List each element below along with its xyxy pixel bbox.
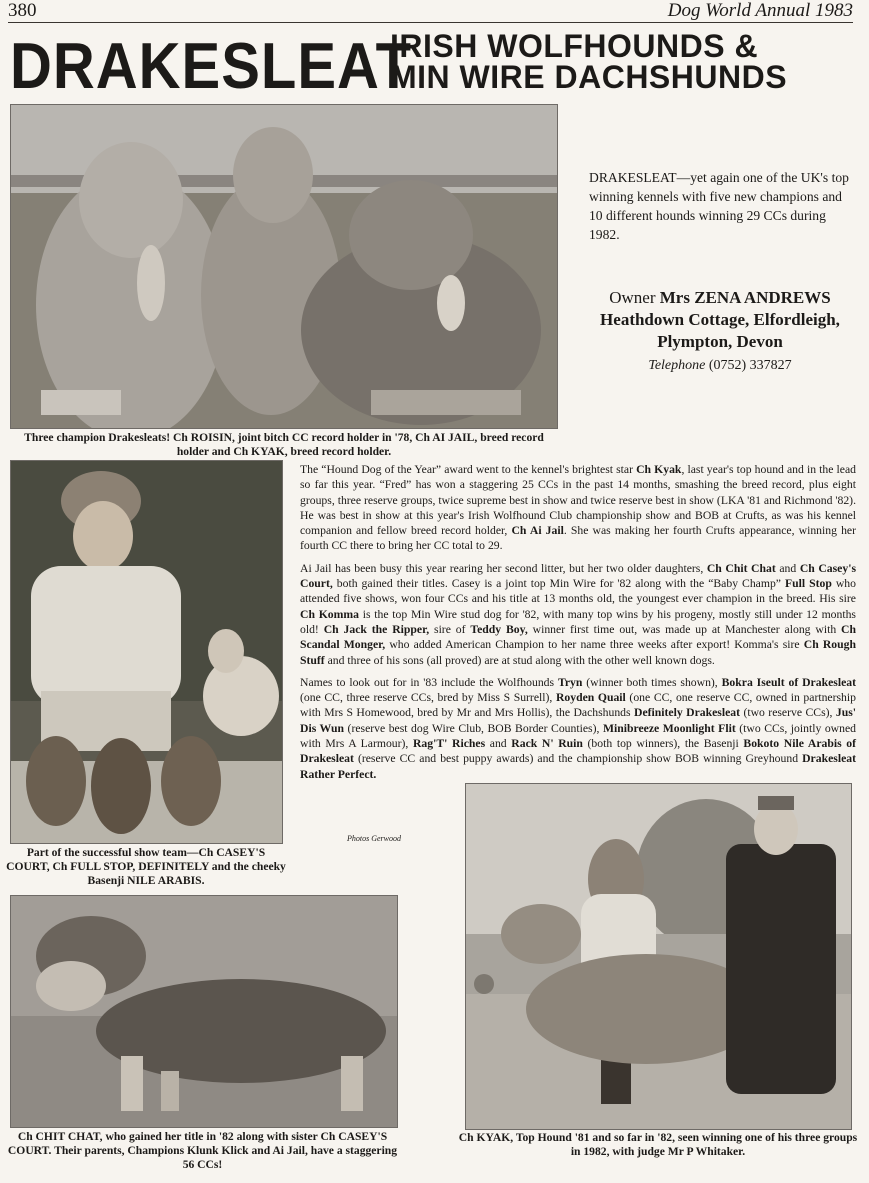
bold-dog-name: Ch Jack the Ripper, [323, 622, 430, 636]
article-paragraph-3 [300, 675, 856, 782]
bold-dog-name: Ch Komma [300, 607, 359, 621]
owner-block [584, 287, 856, 377]
body-text-run: and three of his sons (all proved) are at stud along with the other well known dogs. [324, 653, 715, 667]
body-text-run: (reserve best dog Wire Club, BOB Border Counties), [344, 721, 603, 735]
body-text-run: (two reserve CCs), [740, 706, 836, 720]
page-number: 380 [8, 0, 37, 21]
bold-dog-name: Ch Ai Jail [511, 524, 564, 538]
telephone [584, 355, 856, 377]
photo-kyak [465, 783, 852, 1130]
intro-text: DRAKESLEAT—yet again one of the UK's top winning kennels with five new champions and 10 different hounds winning 29 CCs during 1982. [589, 170, 849, 242]
bold-dog-name: Bokra Iseult of Drakesleat [721, 675, 856, 689]
body-text-run: and [775, 561, 800, 575]
body-text-run: Ai Jail has been busy this year rearing her second litter, but her two older daughters, [300, 561, 707, 575]
body-text-run: (both top winners), the Basenji [582, 737, 744, 751]
bold-dog-name: Bokoto Nile Arabis of Drakesleat [300, 737, 857, 766]
breeds-heading [390, 28, 788, 95]
bold-dog-name: Ch Kyak [636, 463, 682, 476]
address-line-1: Heathdown Cottage, Elfordleigh, [600, 310, 840, 329]
bold-dog-name: Teddy Boy, [470, 622, 528, 636]
publication-title: Dog World Annual 1983 [667, 0, 853, 21]
body-text-run: and [485, 737, 512, 751]
body-text-run: (winner both times shown), [582, 675, 722, 689]
body-text-run: who attended five shows, won four CCs and his title at 13 months old, the youngest ever champion in the breed. His sire [300, 577, 856, 606]
owner-name: Mrs ZENA ANDREWS [659, 288, 831, 307]
header-rule [8, 22, 853, 23]
bold-dog-name: Rack N' Ruin [511, 737, 583, 751]
caption-three-wolfhounds: Three champion Drakesleats! Ch ROISIN, joint bitch CC record holder in '78, Ch AI JAIL, breed record holder and Ch KYAK, breed record holder. [24, 431, 544, 458]
article-paragraph-1 [300, 462, 856, 554]
body-text-run: sire of [429, 622, 471, 636]
body-text-run: . She was making her fourth Crufts appearance, winning her fourth CC there to bring her CC total to 29. [300, 524, 857, 553]
bold-dog-name: Full Stop [785, 577, 832, 591]
body-text-run: The “Hound Dog of the Year” award went to the kennel's brightest star [300, 463, 637, 476]
bold-dog-name: Minibreeze Moonlight Flit [602, 721, 736, 735]
body-text-run: (one CC, three reserve CCs, bred by Miss S Surrell), [300, 691, 556, 705]
caption-chit-chat: Ch CHIT CHAT, who gained her title in '82 along with sister Ch CASEY'S COURT. Their parents, Champions Klunk Klick and Ai Jail, have a staggering 56 CCs! [7, 1130, 398, 1171]
breeds-line-2: MIN WIRE DACHSHUNDS [390, 59, 788, 95]
bold-dog-name: Ch Scandal Monger, [300, 622, 856, 652]
bold-dog-name: Ch Casey's Court, [300, 561, 857, 591]
bold-dog-name: Jus' Dis Wun [300, 706, 857, 735]
body-text-run: who added American Champion to her name three weeks after export! Komma's sire [385, 638, 804, 652]
body-text-run: winner first time out, was made up at Manchester along with [527, 622, 842, 636]
kennel-name: DRAKESLEAT [10, 29, 413, 103]
body-text-run: (two CCs, jointly owned with Mrs A Larmour), [300, 721, 856, 751]
article-body [300, 462, 856, 789]
caption-show-team: Part of the successful show team—Ch CASEY'S COURT, Ch FULL STOP, DEFINITELY and the cheeky Basenji NILE ARABIS. [6, 846, 286, 887]
body-text-run: both gained their titles. Casey is a joint top Min Wire for '82 along with the “Baby Champ” [332, 577, 785, 591]
telephone-label: Telephone [648, 358, 706, 373]
body-text-run: , last year's top hound and in the lead so far this year. “Fred” has won a staggering 25 CCs in the past 14 months, smashing the breed record, plus eight groups, three reserve groups, twice supreme best in show and twice reserve best in show (LKA '81 and Richmond '82). He was best in show at this year's Irish Wolfhound Club championship show and BOB at Crufts, as was his kennel companion and fellow breed record holder, [300, 463, 857, 538]
owner-line [584, 287, 856, 309]
body-text-run: (reserve CC and best puppy awards) and the championship show BOB winning Greyhound [353, 752, 803, 766]
address-line-2: Plympton, Devon [657, 332, 783, 351]
bold-dog-name: Rag'T' Riches [412, 737, 486, 751]
article-paragraph-2 [300, 561, 856, 668]
bold-dog-name: Definitely Drakesleat [634, 706, 741, 720]
owner-prefix: Owner [609, 288, 656, 307]
photo-credit: Photos Gerwood [347, 834, 401, 843]
bold-dog-name: Ch Chit Chat [706, 561, 776, 575]
body-text-run: is the top Min Wire stud dog for '82, with many top wins by his progeny, mostly still under 12 months old! [300, 607, 856, 636]
photo-show-team [10, 460, 283, 844]
photo-chit-chat [10, 895, 398, 1128]
breeds-line-1: IRISH WOLFHOUNDS & [390, 28, 759, 64]
bold-dog-name: Tryn [557, 675, 583, 689]
bold-dog-name: Drakesleat Rather Perfect. [300, 752, 856, 781]
caption-kyak: Ch KYAK, Top Hound '81 and so far in '82, seen winning one of his three groups in 1982, with judge Mr P Whitaker. [458, 1131, 858, 1158]
bold-dog-name: Royden Quail [555, 691, 626, 705]
body-text-run: (one CC, one reserve CC, owned in partnership with Mrs S Homewood, bred by Mr and Mrs Hollis), the Dachshunds [300, 691, 856, 720]
bold-dog-name: Ch Rough Stuff [300, 638, 856, 667]
telephone-number: (0752) 337827 [708, 358, 792, 373]
photo-three-wolfhounds [10, 104, 558, 429]
body-text-run: Names to look out for in '83 include the Wolfhounds [300, 675, 558, 689]
